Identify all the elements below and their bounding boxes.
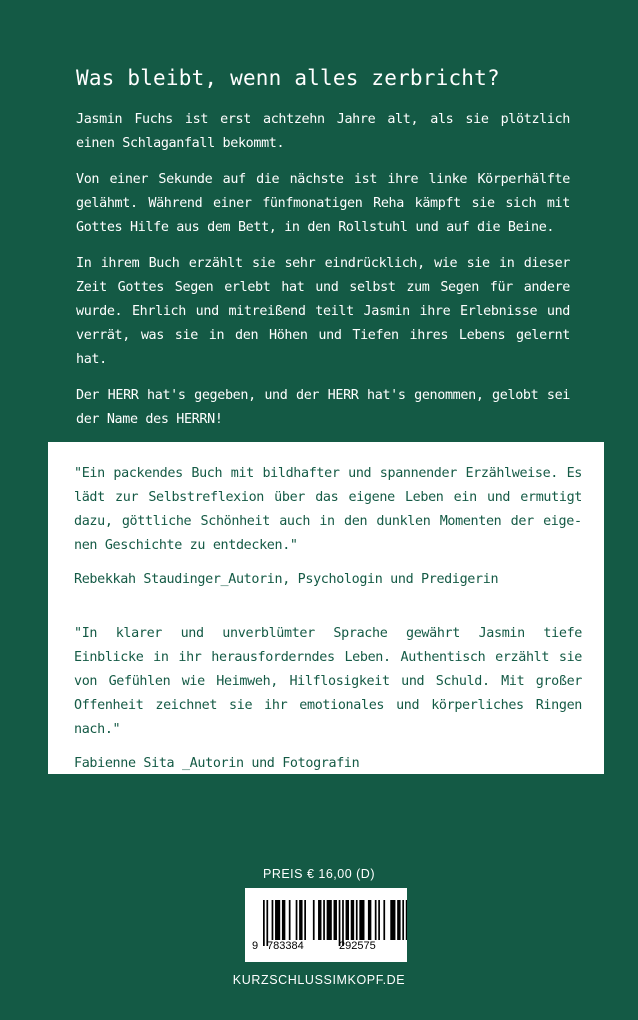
- barcode-bar: [272, 900, 274, 940]
- isbn-right-group: 292575: [339, 940, 376, 952]
- price-label: PREIS € 16,00 (D): [262, 867, 375, 881]
- review-1: [74, 462, 582, 592]
- blurb-paragraph: Von einer Sekunde auf die nächste ist ihre linke Körperhälfte gelähmt. Während einer fünfmonatigen Reha kämpft sie sich mit Gottes Hilfe aus dem Bett, in den Rollstuhl und auf die Beine.: [76, 172, 570, 235]
- blurb-paragraph: Der HERR hat's gegeben, und der HERR hat's genommen, gelobt sei der Name des HERRN!: [76, 388, 570, 427]
- barcode-bar: [318, 900, 321, 940]
- isbn-first-digit: 9: [252, 940, 259, 952]
- barcode-bar: [356, 900, 358, 940]
- barcode-bar: [383, 900, 385, 940]
- barcode-bar: [397, 900, 400, 940]
- barcode-bar: [313, 900, 315, 940]
- review-quote: "Ein packendes Buch mit bildhafter und spannender Erzählweise. Es lädt zur Selbstreflexion über das eigene Leben ein und ermutigt dazu, göttliche Schönheit auch in den dunklen Momenten der eigenen Geschichte zu entdecken.": [74, 466, 582, 553]
- barcode-bar: [346, 900, 349, 940]
- barcode-bar: [304, 900, 306, 940]
- blurb-paragraph: Jasmin Fuchs ist erst achtzehn Jahre alt, als sie plötzlich einen Schlaganfall bekommt.: [76, 112, 570, 151]
- barcode-bar: [406, 900, 407, 940]
- barcode-bar: [282, 900, 285, 940]
- barcode-bar: [275, 900, 280, 940]
- barcode-bar: [390, 900, 395, 940]
- barcode-bar: [263, 900, 265, 946]
- reviews-box: [48, 442, 604, 774]
- barcode-bar: [334, 900, 337, 940]
- barcode-bar: [375, 900, 377, 940]
- barcode-bar: [378, 900, 380, 940]
- barcode-bar: [299, 900, 302, 940]
- review-author: Fabienne Sita _Autorin und Fotografin: [74, 756, 360, 771]
- isbn-left-group: 783384: [267, 940, 304, 952]
- barcode-bar: [289, 900, 291, 940]
- barcode-bar: [327, 900, 332, 940]
- barcode-bar: [359, 900, 364, 940]
- review-2: [74, 622, 582, 776]
- review-quote: "In klarer und unverblümter Sprache gewährt Jasmin tiefe Einblicke in ihr herausforderndes Leben. Authentisch erzählt sie von Gefühlen wie Heimweh, Hilflosigkeit und Schuld. Mit großer Offenheit zeichnet sie ihr emotionales und körperliches Ringen nach.": [74, 626, 582, 737]
- barcode-bar: [368, 900, 371, 940]
- barcode-bar: [296, 900, 298, 940]
- barcode-bar: [351, 900, 354, 940]
- review-author: Rebekkah Staudinger_Autorin, Psychologin und Predigerin: [74, 572, 499, 587]
- website-link[interactable]: KURZSCHLUSSIMKOPF.DE: [232, 973, 406, 987]
- barcode: [245, 888, 407, 962]
- blurb: [76, 108, 570, 444]
- barcode-bar: [323, 900, 325, 940]
- blurb-paragraph: In ihrem Buch erzählt sie sehr eindrücklich, wie sie in dieser Zeit Gottes Segen erlebt hat und selbst zum Segen für andere wurde. Ehrlich und mitreißend teilt Jasmin ihre Erlebnisse und verrät, was sie in den Höhen und Tiefen ihres Lebens gelernt hat.: [76, 256, 570, 367]
- barcode-bar: [402, 900, 404, 940]
- headline: Was bleibt, wenn alles zerbricht?: [76, 66, 500, 90]
